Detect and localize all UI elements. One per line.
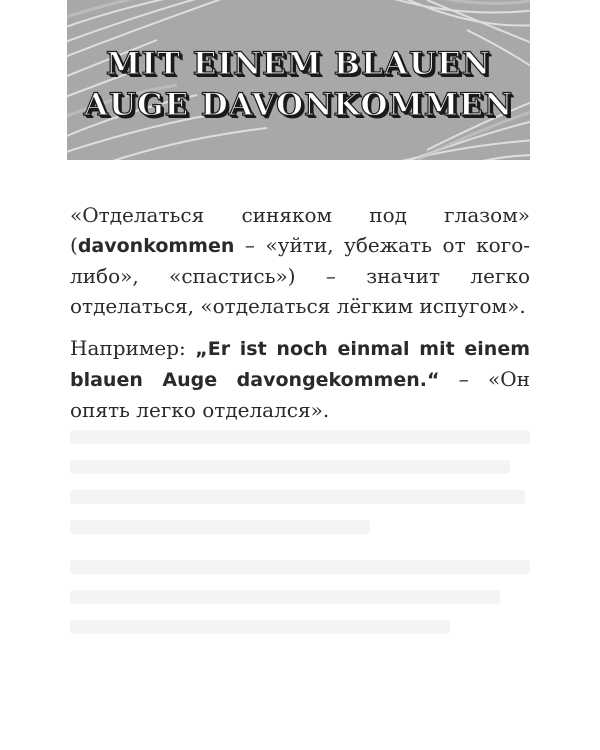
- russian-idiom: «Отделаться синяком под глазом»: [70, 203, 530, 227]
- article-body: [70, 200, 530, 437]
- russian-translation: – «Он опять легко отделался».: [70, 367, 530, 422]
- german-term: davonkommen: [77, 235, 235, 257]
- page-title: [67, 44, 530, 126]
- german-example: „Er ist noch einmal mit einem blauen Auge davongekommen.“: [70, 338, 530, 391]
- example-paragraph: [70, 333, 530, 425]
- definition-paragraph: [70, 200, 530, 321]
- bleed-through-texture: [60, 420, 540, 740]
- title-line-2: AUGE DAVONKOMMEN: [83, 87, 514, 123]
- term-meaning: – «уйти, убежать от кого-либо», «спастись») – значит легко отделаться, «отделаться лёгким испугом».: [70, 233, 530, 318]
- open-paren: (: [70, 233, 78, 257]
- example-label: Например:: [70, 336, 196, 360]
- title-line-1: MIT EINEM BLAUEN: [106, 46, 491, 82]
- title-banner: [67, 0, 530, 160]
